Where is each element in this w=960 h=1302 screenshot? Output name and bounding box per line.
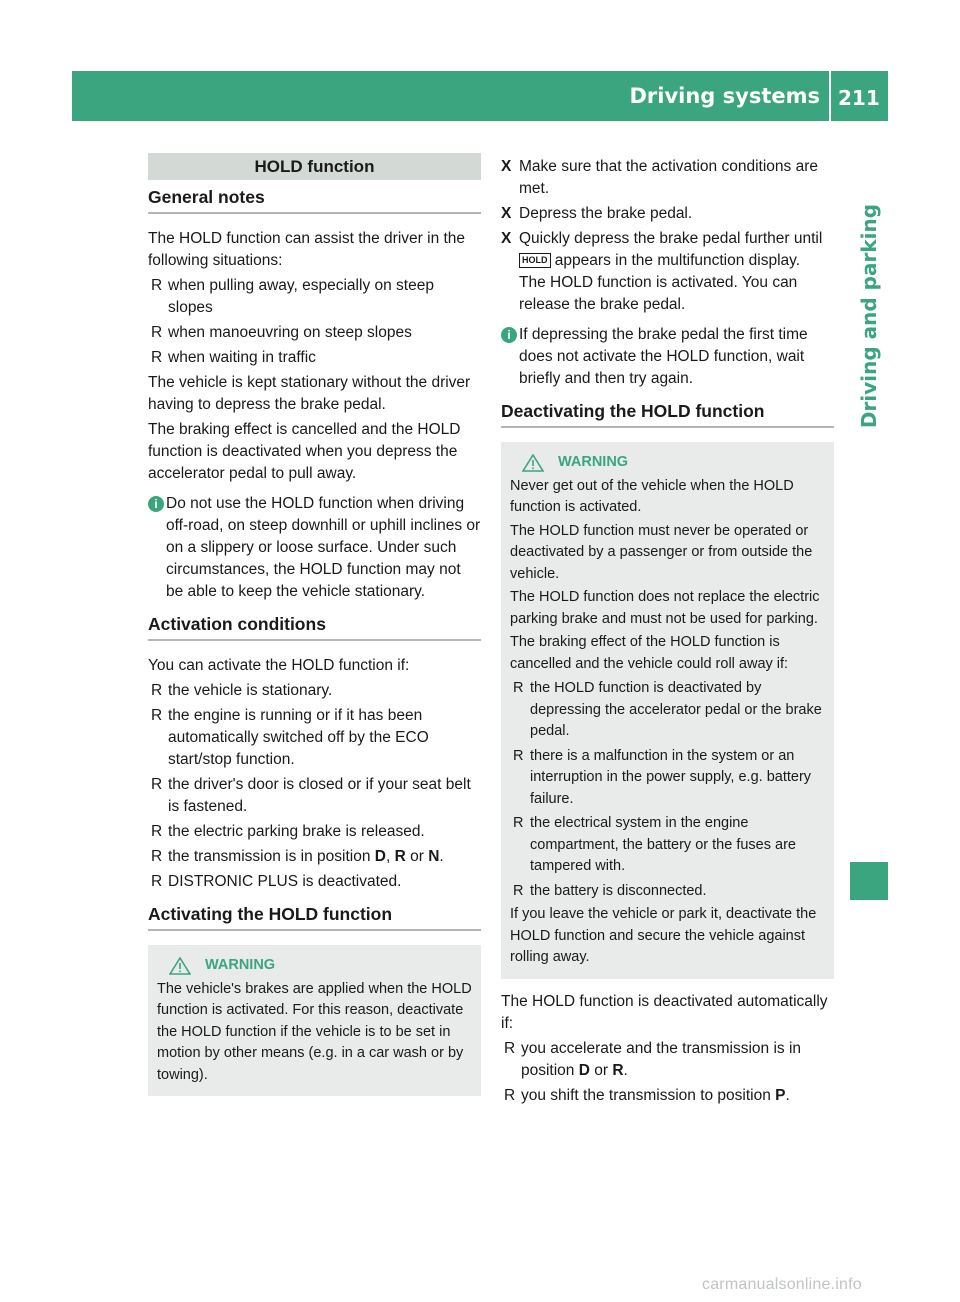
- chapter-tab-label: Driving and parking: [857, 203, 881, 429]
- info-note: i If depressing the brake pedal the first time does not activate the HOLD function, wait briefly and then try again.: [501, 324, 834, 390]
- bullet-mark: R: [504, 1086, 516, 1104]
- bullet-mark: R: [513, 815, 524, 831]
- intro-text: The HOLD function can assist the driver in the following situations:: [148, 230, 466, 269]
- activation-conditions-heading: Activation conditions: [148, 613, 481, 641]
- list-item: R when manoeuvring on steep slopes: [148, 322, 481, 344]
- warning-triangle-icon: [522, 454, 544, 472]
- instruction-step: X Make sure that the activation conditions are met.: [501, 156, 834, 200]
- warning-triangle-icon: [169, 957, 191, 975]
- left-column: [148, 153, 481, 1096]
- warning-box: [148, 945, 481, 1096]
- chapter-marker: [850, 862, 888, 900]
- bullet-mark: R: [151, 873, 163, 890]
- step-mark: X: [501, 230, 512, 247]
- bullet-mark: R: [151, 823, 163, 840]
- warning-text: The vehicle's brakes are applied when the HOLD function is activated. For this reason, deactivate the HOLD function if the vehicle is to be set in motion by other means (e.g. in a car wash or by towing).: [157, 980, 472, 1083]
- transmission-condition: the transmission is in position D, R or N.: [168, 848, 444, 865]
- bullet-mark: R: [513, 680, 524, 696]
- info-note: i Do not use the HOLD function when driving off-road, on steep downhill or uphill inclines or on a slippery or loose surface. Under such circumstances, the HOLD function may not be able to keep the vehicle stationary.: [148, 493, 481, 603]
- page-section-title: Driving systems: [629, 84, 820, 108]
- step-mark: X: [501, 158, 512, 175]
- info-icon: i: [501, 327, 517, 343]
- activating-heading: Activating the HOLD function: [148, 903, 481, 931]
- hold-symbol-icon: HOLD: [519, 253, 551, 268]
- list-item: R there is a malfunction in the system or an interruption in the power supply, e.g. battery failure.: [510, 746, 826, 811]
- list-item: R when waiting in traffic: [148, 347, 481, 369]
- bullet-mark: R: [151, 848, 163, 865]
- warning-box: WARNING Never get out of the vehicle when the HOLD function is activated. The HOLD function must never be operated or deactivated by a passenger or from outside the vehicle. The HOLD function does not replace the electric parking brake and must not be used for parking. The braking effect of the HOLD function is cancelled and the vehicle could roll away if: R the HOLD function is deactivated by depressing the accelerator pedal or the brake pedal. R there is a malfunction in the system or an interruption in the power supply, e.g. battery failure. R the electrical system in the engine compartment, the battery or the fuses are tampered with. R the battery is disconnected. If you leave the vehicle or park it, deactivate the HOLD function and secure the vehicle against rolling away.: [501, 442, 834, 979]
- list-item: R DISTRONIC PLUS is deactivated.: [148, 871, 481, 893]
- watermark: carmanualsonline.info: [702, 1276, 862, 1293]
- section-title-box: [148, 153, 481, 180]
- list-item: R the driver's door is closed or if your seat belt is fastened.: [148, 774, 481, 818]
- list-item: R when pulling away, especially on steep slopes: [148, 275, 481, 319]
- step-mark: X: [501, 205, 512, 222]
- section-title: HOLD function: [254, 157, 375, 176]
- activation-intro: You can activate the HOLD function if:: [148, 657, 410, 674]
- bullet-mark: R: [151, 277, 163, 294]
- auto-deactivation-intro: The HOLD function is deactivated automatically if:: [501, 992, 828, 1032]
- general-notes-heading: General notes: [148, 186, 481, 214]
- instruction-step: X Depress the brake pedal.: [501, 203, 834, 225]
- list-item: R the engine is running or if it has been automatically switched off by the ECO start/stop function.: [148, 705, 481, 771]
- header-divider: [829, 71, 831, 121]
- bullet-mark: R: [151, 682, 163, 699]
- list-item: R the electrical system in the engine compartment, the battery or the fuses are tampered with.: [510, 813, 826, 878]
- info-icon: i: [148, 496, 164, 512]
- paragraph: The braking effect is cancelled and the HOLD function is deactivated when you depress the accelerator pedal to pull away.: [148, 421, 461, 482]
- list-item: R you shift the transmission to position P.: [501, 1085, 834, 1107]
- bullet-mark: R: [504, 1039, 516, 1057]
- paragraph: The vehicle is kept stationary without the driver having to depress the brake pedal.: [148, 374, 471, 413]
- deactivating-heading: Deactivating the HOLD function: [501, 400, 834, 428]
- bullet-mark: R: [513, 747, 524, 764]
- list-item: R you accelerate and the transmission is in position D or R.: [501, 1038, 834, 1082]
- list-item: [148, 846, 481, 868]
- list-item: R the battery is disconnected.: [510, 881, 826, 903]
- bullet-mark: R: [513, 882, 524, 899]
- list-item: R the electric parking brake is released.: [148, 821, 481, 843]
- right-column: [501, 153, 834, 1107]
- page-number: 211: [838, 86, 880, 110]
- bullet-mark: R: [151, 776, 163, 793]
- bullet-mark: R: [151, 324, 163, 341]
- list-item: R the vehicle is stationary.: [148, 680, 481, 702]
- bullet-mark: R: [151, 707, 163, 724]
- list-item: R the HOLD function is deactivated by depressing the accelerator pedal or the brake pedal.: [510, 678, 826, 743]
- bullet-mark: R: [151, 349, 163, 366]
- warning-title: WARNING: [510, 452, 826, 474]
- warning-title: WARNING: [157, 955, 473, 977]
- instruction-step: X Quickly depress the brake pedal further until HOLD appears in the multifunction display. The HOLD function is activated. You can release the brake pedal.: [501, 228, 834, 316]
